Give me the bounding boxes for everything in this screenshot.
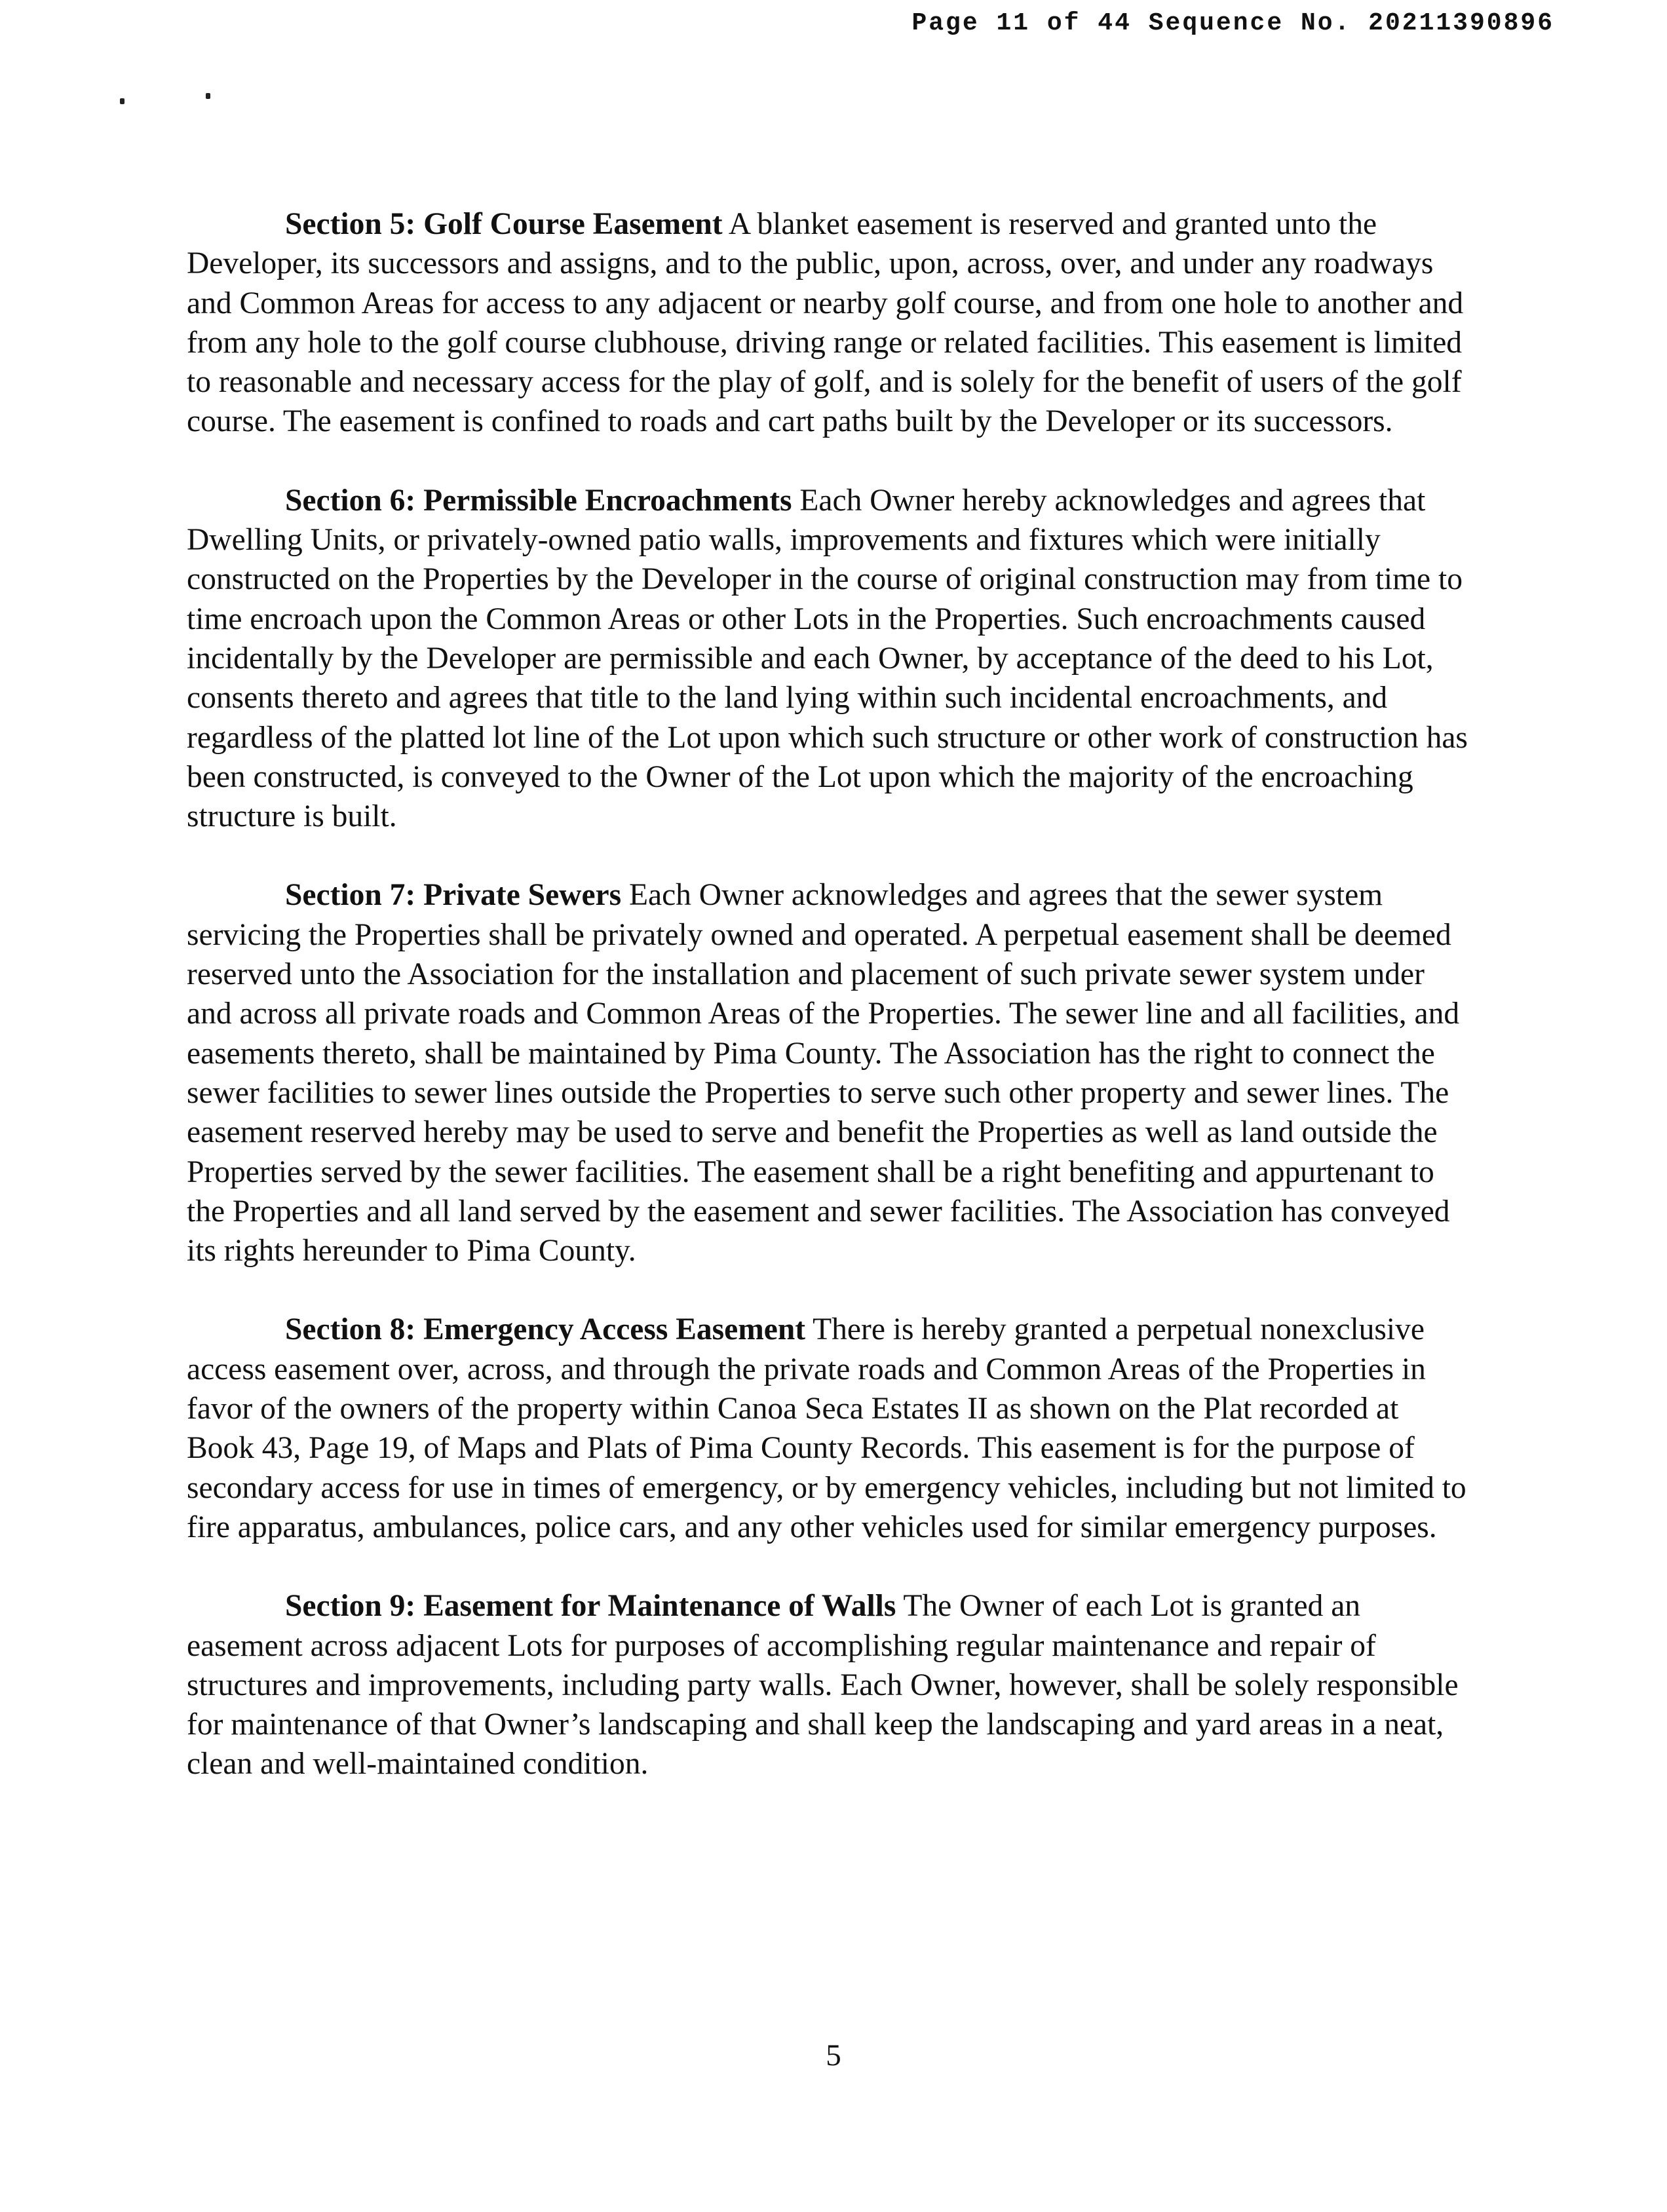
page-sequence-header: Page 11 of 44 Sequence No. 20211390896 <box>911 9 1554 37</box>
section-5-golf-course-easement <box>187 204 1471 442</box>
section-body: A blanket easement is reserved and granted unto the Developer, its successors and assigns, and to the public, upon, across, over, and under any roadways and Common Areas for access to any adjacent or nearby golf course, and from one hole to another and from any hole to the golf course clubhouse, driving range or related facilities. This easement is limited to reasonable and necessary access for the play of golf, and is solely for the benefit of users of the golf course. The easement is confined to roads and cart paths built by the Developer or its successors. <box>187 207 1464 439</box>
scan-speck <box>206 93 210 99</box>
section-title: Section 5: Golf Course Easement <box>285 207 723 241</box>
page-number: 5 <box>826 2038 841 2072</box>
section-6-permissible-encroachments <box>187 481 1471 837</box>
section-body: The Owner of each Lot is granted an easement across adjacent Lots for purposes of accomplishing regular maintenance and repair of structures and improvements, including party walls. Each Owner, however, shall be solely responsible for maintenance of that Owner’s landscaping and shall keep the landscaping and yard areas in a neat, clean and well-maintained condition. <box>187 1589 1459 1782</box>
section-9-easement-for-maintenance-of-walls <box>187 1586 1471 1783</box>
section-title: Section 9: Easement for Maintenance of Walls <box>285 1589 896 1624</box>
section-7-private-sewers <box>187 875 1471 1270</box>
scan-speck <box>120 98 125 104</box>
section-title: Section 8: Emergency Access Easement <box>285 1312 806 1347</box>
section-body: Each Owner hereby acknowledges and agrees that Dwelling Units, or privately-owned patio walls, improvements and fixtures which were initially constructed on the Properties by the Developer in the course of original construction may from time to time encroach upon the Common Areas or other Lots in the Properties. Such encroachments caused incidentally by the Developer are permissible and each Owner, by acceptance of the deed to his Lot, consents thereto and agrees that title to the land lying within such incidental encroachments, and regardless of the platted lot line of the Lot upon which such structure or other work of construction has been constructed, is conveyed to the Owner of the Lot upon which the majority of the encroaching structure is built. <box>187 483 1468 834</box>
section-title: Section 7: Private Sewers <box>285 878 622 913</box>
section-body: There is hereby granted a perpetual nonexclusive access easement over, across, and through the private roads and Common Areas of the Properties in favor of the owners of the property within Canoa Seca Estates II as shown on the Plat recorded at Book 43, Page 19, of Maps and Plats of Pima County Records. This easement is for the purpose of secondary access for use in times of emergency, or by emergency vehicles, including but not limited to fire apparatus, ambulances, police cars, and any other vehicles used for similar emergency purposes. <box>187 1312 1466 1544</box>
document-body <box>187 204 1471 1823</box>
section-title: Section 6: Permissible Encroachments <box>285 483 792 518</box>
section-8-emergency-access-easement <box>187 1310 1471 1547</box>
section-body: Each Owner acknowledges and agrees that the sewer system servicing the Properties shall be privately owned and operated. A perpetual easement shall be deemed reserved unto the Association for the installation and placement of such private sewer system under and across all private roads and Common Areas of the Properties. The sewer line and all facilities, and easements thereto, shall be maintained by Pima County. The Association has the right to connect the sewer facilities to sewer lines outside the Properties to serve such other property and sewer lines. The easement reserved hereby may be used to serve and benefit the Properties as well as land outside the Properties served by the sewer facilities. The easement shall be a right benefiting and appurtenant to the Properties and all land served by the easement and sewer facilities. The Association has conveyed its rights hereunder to Pima County. <box>187 878 1460 1268</box>
